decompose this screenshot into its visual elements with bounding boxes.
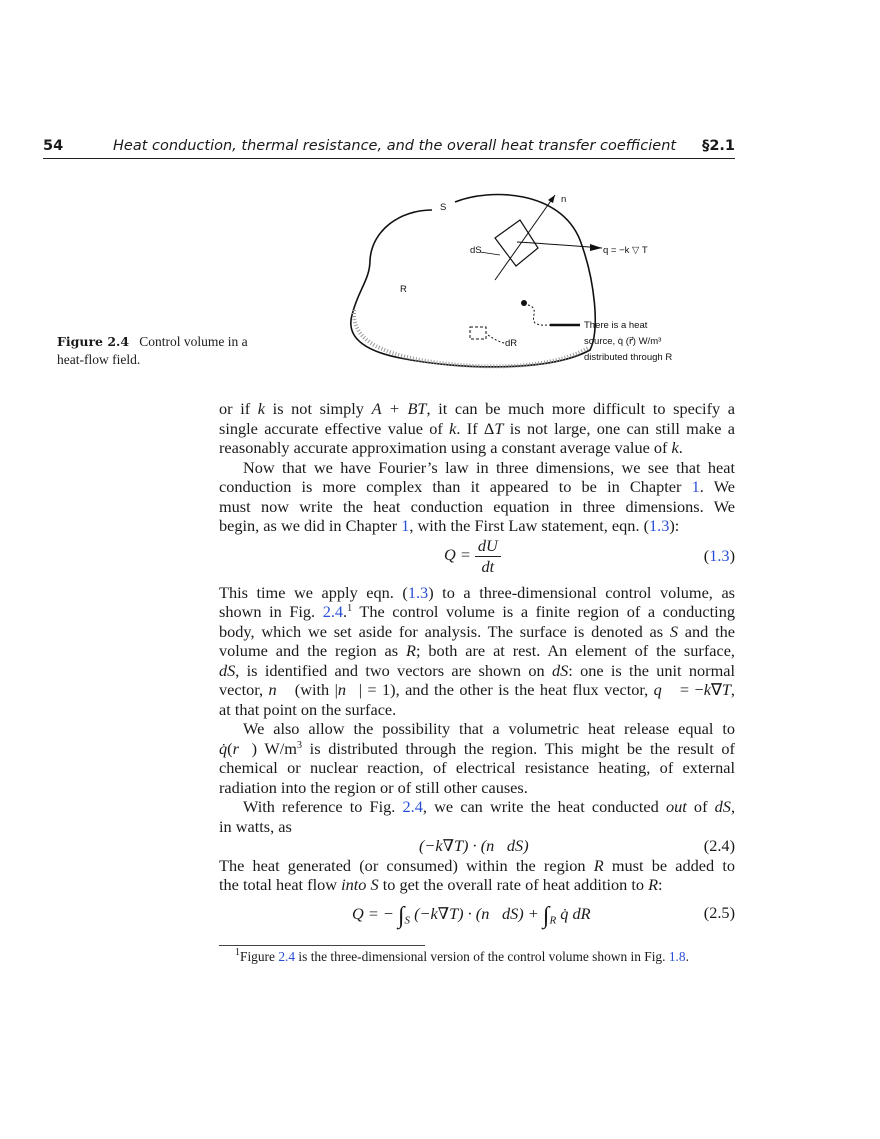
label-s: S: [440, 202, 447, 213]
equation-label: (2.5): [703, 902, 735, 922]
text-span: is the three-dimensional version of the control volume shown in Fig.: [295, 949, 669, 964]
text-span: ,: [730, 797, 736, 816]
text-span: , is identified and two vectors are shown on: [235, 660, 552, 680]
text-span: at that point on the surface.: [219, 699, 397, 719]
text-span: out: [665, 797, 687, 816]
text-line: [219, 875, 735, 895]
label-r: R: [400, 284, 407, 295]
section-number: §2.1: [702, 138, 735, 154]
text-line: [219, 856, 735, 876]
label-source-1: There is a heat: [584, 320, 648, 331]
eq-term: (−k∇T) · (n⃗dS) +: [414, 903, 539, 923]
text-span: S: [669, 621, 679, 641]
text-span: is not large, one can still make a: [503, 418, 735, 438]
eq-lhs: Q = −: [352, 903, 394, 923]
text-line: [219, 739, 735, 759]
superscript: 3: [296, 739, 302, 751]
text-span: T: [494, 418, 504, 438]
text-span: conduction is more complex than it appeared to be in Chapter: [219, 477, 692, 496]
text-span: k: [257, 399, 266, 418]
eq-lhs: Q =: [444, 544, 471, 564]
text-span: begin, as we did in Chapter: [219, 516, 402, 535]
cross-reference-link[interactable]: 1.3: [407, 582, 429, 602]
text-line: [219, 817, 735, 837]
text-line: [219, 797, 735, 817]
text-span: q⃗: [653, 680, 675, 699]
cross-reference-link[interactable]: 2.4: [402, 797, 423, 816]
text-span: , we can write the heat conducted: [422, 797, 666, 816]
text-span: q̇: [219, 738, 228, 758]
text-span: T: [721, 680, 731, 699]
text-span: , with the First Law statement, eqn. (: [409, 516, 650, 535]
text-span: . We: [699, 477, 735, 496]
text-line: [219, 661, 735, 681]
text-line: [219, 477, 735, 497]
text-line: [219, 700, 735, 720]
text-span: to get the overall rate of heat addition to: [378, 875, 649, 894]
text-span: S: [370, 875, 379, 894]
text-span: body, which we set aside for analysis. The surface is denoted as: [219, 621, 670, 641]
text-line: [219, 497, 735, 517]
cross-reference-link[interactable]: 1.8: [668, 949, 686, 964]
caption-label: Figure 2.4: [57, 334, 130, 349]
footnote-rule: [219, 945, 425, 946]
chapter-title: Heat conduction, thermal resistance, and the overall heat transfer coefficient: [113, 138, 677, 154]
paragraph: [219, 458, 735, 536]
text-span: the total heat flow: [219, 875, 342, 894]
text-span: R: [593, 855, 604, 875]
equation-2-4: [219, 836, 735, 856]
footnote: [235, 948, 689, 966]
text-span: r⃗: [232, 738, 252, 758]
caption-text-1: Control volume in a: [139, 334, 248, 349]
text-span: We also allow the possibility that a volumetric heat release equal to: [243, 719, 735, 738]
paragraph: [219, 399, 735, 458]
text-span: ):: [669, 516, 680, 535]
text-span: , it can be much more difficult to specify a: [426, 399, 735, 418]
paragraph: [219, 719, 735, 797]
label-dr: dR: [505, 338, 518, 349]
label-source-2: source, q̇ (r⃗) W/m³: [584, 336, 662, 347]
text-span: ) W/m: [251, 738, 297, 758]
figure-control-volume: [340, 180, 700, 379]
text-span: dS: [219, 660, 236, 680]
text-span: of: [686, 797, 715, 816]
text-span: ; both are at rest. An element of the surface,: [415, 641, 735, 660]
equation-1-3: [219, 536, 735, 583]
text-span: . If Δ: [456, 418, 495, 438]
volume-element: [470, 327, 486, 339]
integral-sign: ∫: [397, 902, 405, 929]
control-volume-diagram: [340, 180, 700, 375]
text-span: : one is the unit normal: [568, 660, 735, 680]
text-span: .: [343, 602, 348, 621]
text-line: [219, 438, 735, 458]
text-line: [219, 719, 735, 739]
text-span: A + BT: [371, 399, 427, 418]
label-ds: dS: [470, 245, 482, 256]
text-span: shown in Fig.: [219, 602, 323, 621]
text-span: k: [671, 438, 679, 457]
cross-reference-link[interactable]: 2.4: [322, 602, 344, 621]
numerator: dU: [475, 536, 501, 557]
text-line: [235, 948, 689, 966]
text-span: R: [648, 875, 659, 894]
text-span: With reference to Fig.: [243, 797, 403, 816]
equation-2-5: [219, 895, 735, 945]
text-line: [219, 399, 735, 419]
paragraph: [219, 583, 735, 720]
flux-arrowhead: [590, 244, 602, 251]
running-header: [43, 136, 735, 159]
text-span: R: [406, 641, 416, 660]
text-span: .: [685, 949, 689, 964]
eq-expr: (−k∇T) · (n⃗dS): [419, 836, 529, 855]
text-span: :: [658, 875, 663, 894]
equation-label: (2.4): [703, 836, 735, 855]
label-n: n: [561, 194, 567, 205]
text-span: dS: [551, 660, 569, 680]
text-span: .: [678, 438, 683, 457]
text-span: This time we apply eqn. (: [219, 582, 408, 602]
text-span: dS: [714, 797, 731, 816]
text-span: ∇: [710, 680, 722, 699]
text-span: | = 1), and the other is the heat flux vector,: [358, 680, 654, 699]
label-source-3: distributed through R: [584, 352, 673, 363]
text-span: k: [703, 680, 711, 699]
text-span: in watts, as: [219, 816, 292, 836]
text-span: n⃗: [337, 680, 359, 699]
heat-source-point: [521, 300, 527, 306]
page-number: 54: [43, 138, 64, 154]
text-span: (: [227, 738, 233, 758]
text-line: [219, 778, 735, 798]
text-span: chemical or nuclear reaction, of electrical resistance heating, of external: [219, 758, 735, 777]
text-span: n⃗: [268, 680, 290, 699]
text-span: = −: [674, 680, 704, 699]
equation-label: (1.3): [703, 545, 735, 565]
text-line: [219, 458, 735, 478]
text-span: (with |: [289, 680, 338, 699]
text-span: ,: [730, 680, 735, 699]
text-span: must now write the heat conduction equation in three dimensions. We: [219, 496, 735, 516]
text-line: [219, 622, 735, 642]
text-line: [219, 516, 735, 536]
paragraph: [219, 856, 735, 895]
eq-link[interactable]: 1.3: [709, 545, 730, 565]
cross-reference-link[interactable]: 1.3: [649, 516, 670, 535]
integral-sign: ∫: [542, 902, 550, 929]
cross-reference-link[interactable]: 2.4: [278, 949, 296, 964]
text-span: into: [341, 875, 367, 894]
body-text: [219, 399, 735, 945]
text-span: k: [449, 418, 457, 438]
integral-subscript: S: [404, 913, 411, 926]
text-line: [219, 419, 735, 439]
text-span: The control volume is a finite region of a conducting: [352, 602, 735, 621]
text-span: is not simply: [265, 399, 372, 418]
text-span: Now that we have Fourier’s law in three dimensions, we see that heat: [243, 457, 735, 477]
surface-outline: [351, 195, 595, 367]
text-span: vector,: [219, 680, 269, 699]
cross-reference-link[interactable]: 1: [691, 477, 700, 496]
superscript: 1: [347, 603, 353, 614]
text-line: [219, 758, 735, 778]
text-span: The heat generated (or consumed) within the region: [219, 855, 594, 875]
normal-arrowhead: [548, 195, 555, 203]
figure-caption: [57, 333, 248, 369]
text-line: [219, 583, 735, 603]
paragraph: [219, 797, 735, 836]
superscript: 1: [235, 947, 240, 958]
text-line: [219, 641, 735, 661]
text-span: reasonably accurate approximation using a constant average value of: [219, 438, 672, 457]
text-span: is distributed through the region. This might be the result of: [301, 738, 735, 758]
eq-term: q̇ dR: [560, 903, 591, 923]
caption-text-2: heat-flow field.: [57, 352, 141, 367]
cross-reference-link[interactable]: 1: [401, 516, 410, 535]
label-q: q = −k ▽ T: [603, 245, 648, 256]
denominator: dt: [481, 556, 495, 576]
integral-subscript: R: [549, 913, 557, 926]
text-span: Figure: [240, 949, 279, 964]
text-span: single accurate effective value of: [219, 418, 450, 438]
text-span: and the: [678, 621, 735, 641]
text-span: ) to a three-dimensional control volume, as: [428, 582, 736, 602]
text-span: radiation into the region or of still other causes.: [219, 777, 528, 797]
text-span: must be added to: [603, 855, 735, 875]
text-span: volume and the region as: [219, 641, 407, 660]
text-line: [219, 680, 735, 700]
surface-shading: [354, 310, 588, 366]
fraction: [475, 536, 501, 577]
text-line: [219, 602, 735, 622]
text-span: or if: [219, 399, 258, 418]
